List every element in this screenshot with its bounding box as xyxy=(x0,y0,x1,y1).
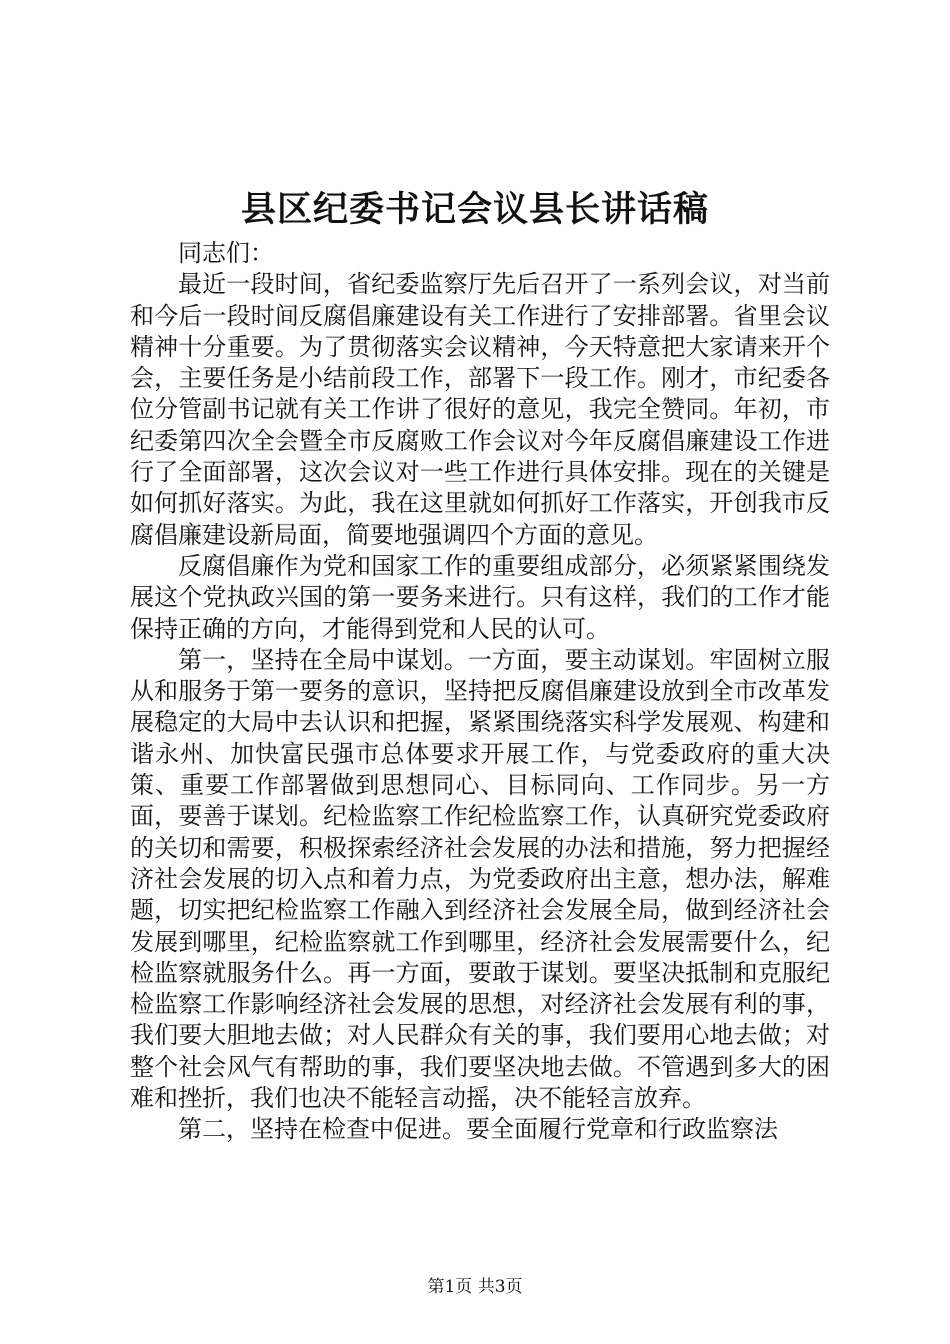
document-title: 县区纪委书记会议县长讲话稿 xyxy=(240,189,709,230)
page-footer: 第1页 共3页 xyxy=(427,1277,523,1297)
paragraph-1: 最近一段时间，省纪委监察厅先后召开了一系列会议，对当前和今后一段时间反腐倡廉建设有关工作进行了安排部署。省里会议精神十分重要。为了贯彻落实会议精神，今天特意把大家请来开个会，主要任务是小结前段工作，部署下一段工作。刚才，市纪委各位分管副书记就有关工作讲了很好的意见，我完全赞同。年初，市纪委第四次全会暨全市反腐败工作会议对今年反腐倡廉建设工作进行了全面部署，这次会议对一些工作进行具体安排。现在的关键是如何抓好落实。为此，我在这里就如何抓好工作落实，开创我市反腐倡廉建设新局面，简要地强调四个方面的意见。 xyxy=(130,270,830,549)
salutation: 同志们： xyxy=(178,239,274,267)
paragraph-3: 第一，坚持在全局中谋划。一方面，要主动谋划。牢固树立服从和服务于第一要务的意识，坚持把反腐倡廉建设放到全市改革发展稳定的大局中去认识和把握，紧紧围绕落实科学发展观、构建和谐永州、加快富民强市总体要求开展工作，与党委政府的重大决策、重要工作部署做到思想同心、目标同向、工作同步。另一方面，要善于谋划。纪检监察工作纪检监察工作，认真研究党委政府的关切和需要，积极探索经济社会发展的办法和措施，努力把握经济社会发展的切入点和着力点，为党委政府出主意，想办法，解难题，切实把纪检监察工作融入到经济社会发展全局，做到经济社会发展到哪里，纪检监察就工作到哪里，经济社会发展需要什么，纪检监察就服务什么。再一方面，要敢于谋划。要坚决抵制和克服纪检监察工作影响经济社会发展的思想，对经济社会发展有利的事，我们要大胆地去做；对人民群众有关的事，我们要用心地去做；对整个社会风气有帮助的事，我们要坚决地去做。不管遇到多大的困难和挫折，我们也决不能轻言动摇，决不能轻言放弃。 xyxy=(130,645,830,1113)
document-body xyxy=(130,238,830,1146)
paragraph-4: 第二，坚持在检查中促进。要全面履行党章和行政监察法 xyxy=(178,1115,778,1144)
paragraph-2: 反腐倡廉作为党和国家工作的重要组成部分，必须紧紧围绕发展这个党执政兴国的第一要务来进行。只有这样，我们的工作才能保持正确的方向，才能得到党和人民的认可。 xyxy=(130,551,830,643)
